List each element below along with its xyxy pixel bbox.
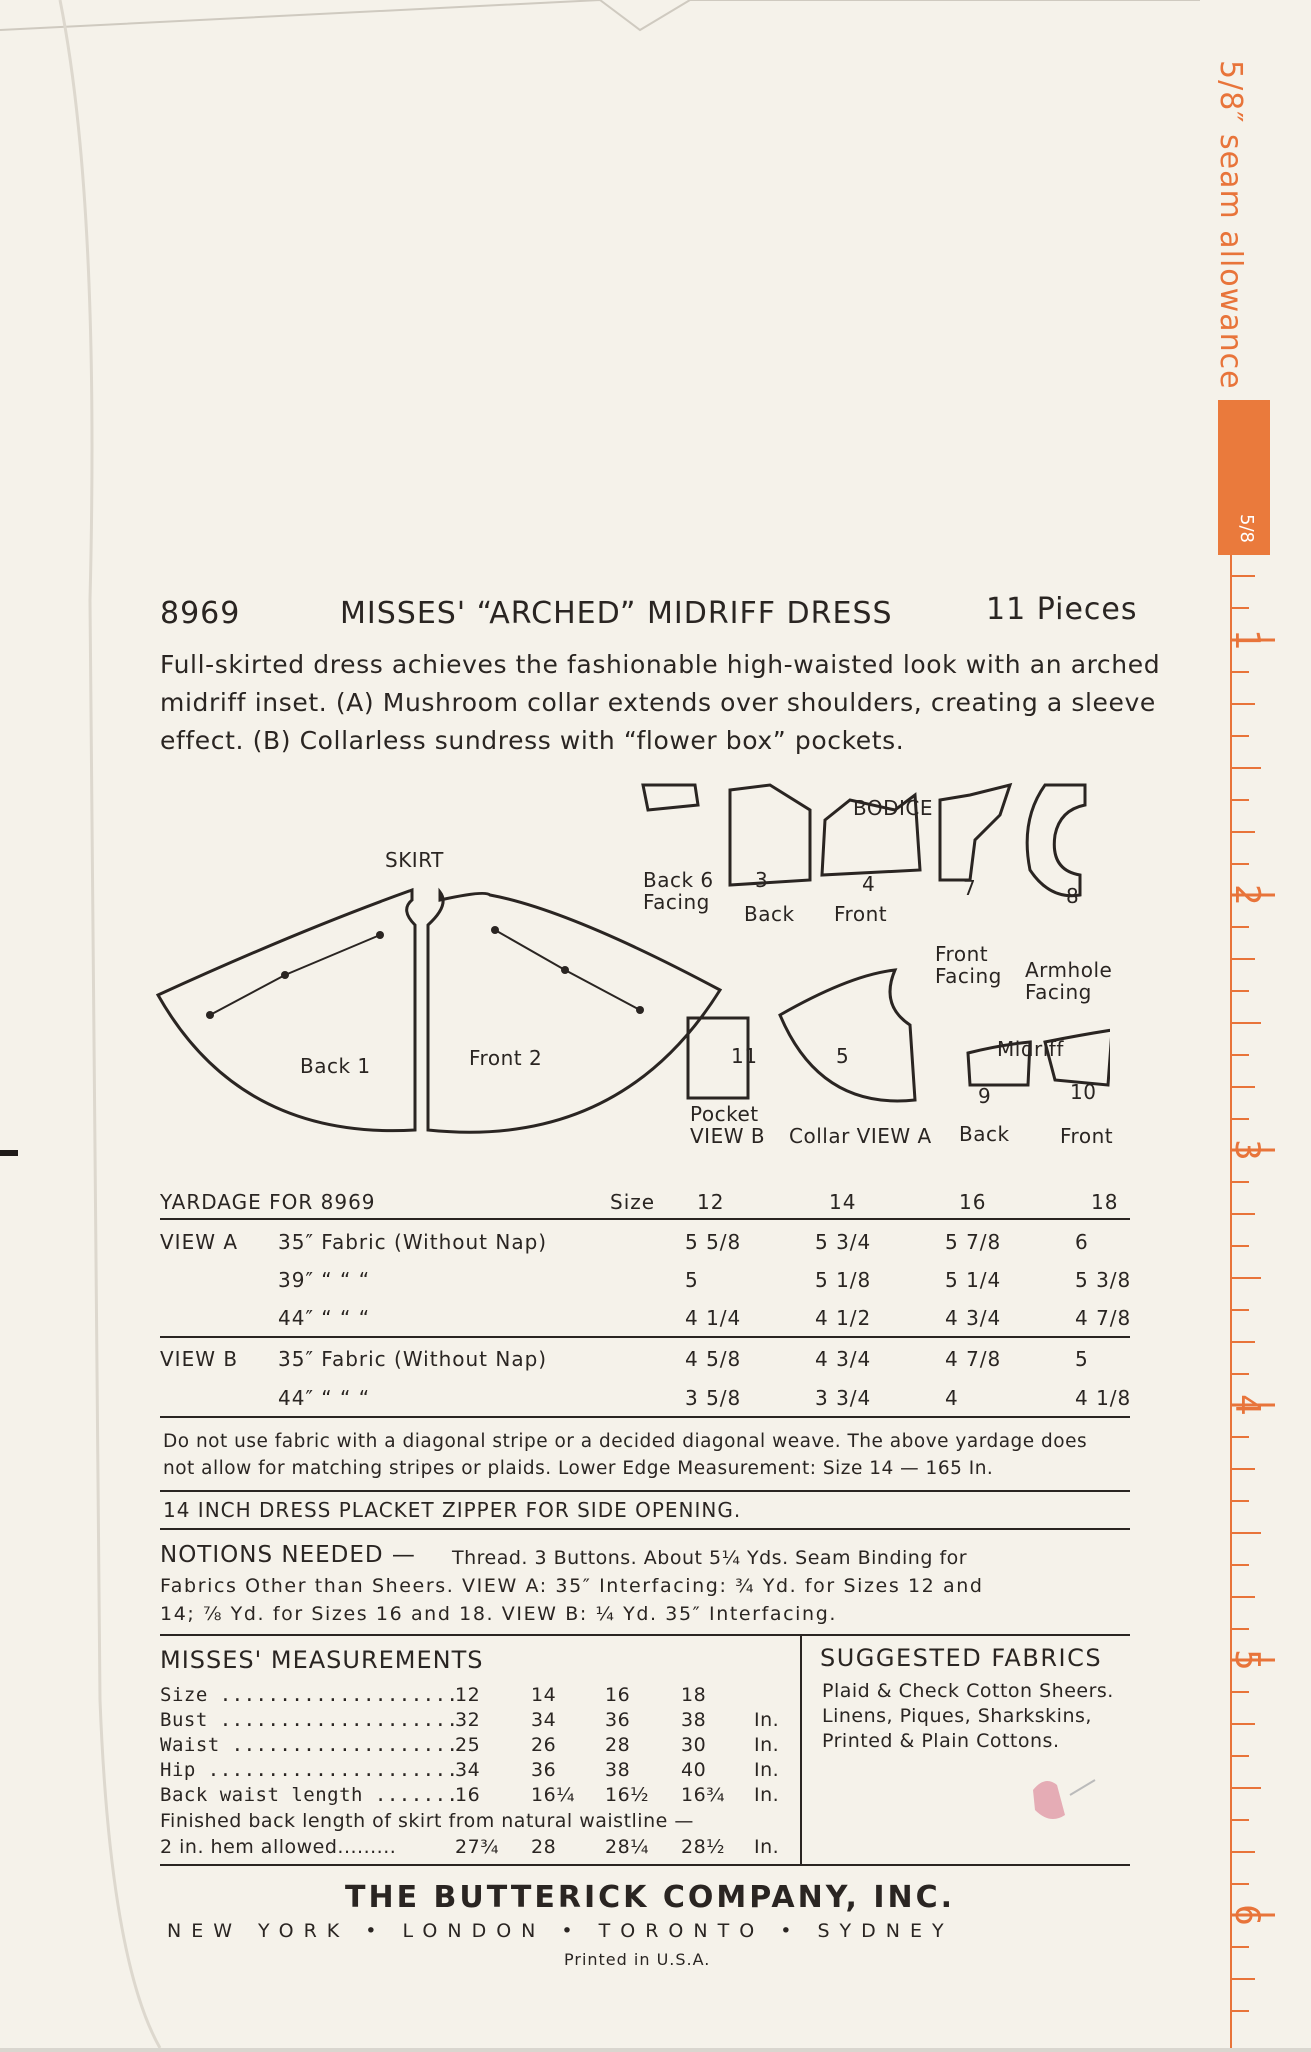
company-cities: NEW YORK • LONDON • TORONTO • SYDNEY: [167, 1920, 954, 1942]
meas-waist-unit: In.: [754, 1734, 780, 1756]
label-mid-front: Front: [1060, 1124, 1114, 1148]
front-facing-piece: [940, 785, 1010, 880]
company-name: THE BUTTERICK COMPANY, INC.: [345, 1880, 956, 1915]
notions-heading: NOTIONS NEEDED —: [160, 1542, 416, 1568]
meas-backwaist-unit: In.: [754, 1784, 780, 1806]
label-armhole-num: 8: [1066, 884, 1080, 908]
meas-finished-line-1: Finished back length of skirt from natural waistline —: [160, 1810, 694, 1832]
label-collar: Collar VIEW A: [789, 1124, 932, 1148]
yardage-a2-14: 5 1/8: [815, 1268, 872, 1292]
label-front-2: Front 2: [469, 1046, 543, 1070]
label-mid-back: Back: [959, 1122, 1010, 1146]
meas-backwaist-16: 16½: [605, 1784, 650, 1806]
meas-bust-12: 32: [455, 1709, 481, 1731]
yardage-a1-12: 5 5/8: [685, 1230, 742, 1254]
yardage-a1-14: 5 3/4: [815, 1230, 872, 1254]
yardage-a3-14: 4 1/2: [815, 1306, 872, 1330]
seam-allowance-block: [1218, 400, 1270, 555]
yardage-rule-bottom: [160, 1416, 1130, 1418]
yardage-size-label: Size: [610, 1190, 656, 1214]
meas-bust-14: 34: [531, 1709, 557, 1731]
notions-line-3: 14; ⅞ Yd. for Sizes 16 and 18. VIEW B: ¼ Yd. 35″ Interfacing.: [160, 1603, 837, 1625]
label-back-facing-a: Back 6: [643, 868, 714, 892]
description-line-2: midriff inset. (A) Mushroom collar extends over shoulders, creating a sleeve: [160, 688, 1156, 717]
label-back-3-num: 3: [755, 868, 769, 892]
printed-in: Printed in U.S.A.: [564, 1950, 711, 1969]
yardage-fabric-a3: 44″ “ “ “: [278, 1306, 371, 1330]
label-front-4: Front: [834, 902, 888, 926]
fabrics-line-2: Linens, Piques, Sharkskins,: [822, 1705, 1092, 1727]
description-line-1: Full-skirted dress achieves the fashionable high-waisted look with an arched: [160, 650, 1161, 679]
meas-waist-16: 28: [605, 1734, 631, 1756]
yardage-b1-18: 5: [1075, 1347, 1089, 1371]
meas-waist-label: Waist ...................: [160, 1734, 459, 1756]
meas-backwaist-14: 16¼: [531, 1784, 576, 1806]
meas-finished-12: 27¾: [455, 1836, 500, 1858]
yardage-a2-18: 5 3/8: [1075, 1268, 1132, 1292]
yardage-fabric-b1: 35″ Fabric (Without Nap): [278, 1347, 548, 1371]
yardage-size-16: 16: [959, 1190, 987, 1214]
meas-finished-line-2: 2 in. hem allowed.........: [160, 1836, 397, 1858]
armhole-facing-piece: [1027, 785, 1085, 896]
zipper-rule: [160, 1528, 1130, 1530]
notions-line-2: Fabrics Other than Sheers. VIEW A: 35″ Interfacing: ¾ Yd. for Sizes 12 and: [160, 1575, 984, 1597]
label-bodice: BODICE: [853, 796, 934, 820]
ruler-number-1: 1: [1226, 629, 1267, 651]
skirt-front-piece: [428, 892, 720, 1132]
yardage-a1-18: 6: [1075, 1230, 1089, 1254]
yardage-fabric-a2: 39″ “ “ “: [278, 1268, 371, 1292]
meas-waist-18: 30: [681, 1734, 707, 1756]
yardage-a2-16: 5 1/4: [945, 1268, 1002, 1292]
label-armhole-a: Armhole: [1025, 958, 1113, 982]
yardage-a3-18: 4 7/8: [1075, 1306, 1132, 1330]
label-mid-back-num: 9: [978, 1084, 992, 1108]
yardage-b1-12: 4 5/8: [685, 1347, 742, 1371]
meas-hip-18: 40: [681, 1759, 707, 1781]
label-front-facing-a: Front: [935, 942, 989, 966]
pink-stamp-mark: [1025, 1770, 1105, 1830]
meas-size-12: 12: [455, 1684, 481, 1706]
yardage-b2-16: 4: [945, 1386, 959, 1410]
meas-finished-unit: In.: [754, 1836, 780, 1858]
meas-finished-18: 28½: [681, 1836, 726, 1858]
yardage-b1-14: 4 3/4: [815, 1347, 872, 1371]
yardage-a3-16: 4 3/4: [945, 1306, 1002, 1330]
pattern-title: MISSES' “ARCHED” MIDRIFF DRESS: [340, 596, 893, 631]
meas-backwaist-12: 16: [455, 1784, 481, 1806]
label-pocket-num: 11: [731, 1044, 758, 1068]
ruler-number-3: 3: [1226, 1139, 1267, 1161]
meas-size-18: 18: [681, 1684, 707, 1706]
notions-line-1: Thread. 3 Buttons. About 5¼ Yds. Seam Binding for: [452, 1547, 968, 1569]
yardage-fabric-a1: 35″ Fabric (Without Nap): [278, 1230, 548, 1254]
pattern-number: 8969: [160, 596, 241, 631]
ruler-number-6: 6: [1226, 1904, 1267, 1926]
label-front-facing-num: 7: [963, 876, 977, 900]
meas-finished-14: 28: [531, 1836, 557, 1858]
label-back-3: Back: [744, 902, 795, 926]
zipper-note: 14 INCH DRESS PLACKET ZIPPER FOR SIDE OPENING.: [163, 1498, 742, 1522]
fabrics-line-3: Printed & Plain Cottons.: [822, 1730, 1060, 1752]
yardage-b2-14: 3 3/4: [815, 1386, 872, 1410]
label-skirt: SKIRT: [385, 848, 444, 872]
meas-bust-label: Bust ....................: [160, 1709, 459, 1731]
meas-hip-label: Hip .....................: [160, 1759, 459, 1781]
label-pocket-a: Pocket: [690, 1102, 759, 1126]
meas-backwaist-label: Back waist length .......: [160, 1784, 459, 1806]
description-line-3: effect. (B) Collarless sundress with “flower box” pockets.: [160, 726, 905, 755]
ruler-number-2: 2: [1226, 884, 1267, 906]
yardage-size-12: 12: [697, 1190, 725, 1214]
note-line-1: Do not use fabric with a diagonal stripe or a decided diagonal weave. The above yardage does: [163, 1431, 1088, 1452]
label-front-facing-b: Facing: [935, 964, 1002, 988]
meas-backwaist-18: 16¾: [681, 1784, 726, 1806]
meas-bust-16: 36: [605, 1709, 631, 1731]
yardage-fabric-b2: 44″ “ “ “: [278, 1386, 371, 1410]
ruler-number-5: 5: [1226, 1649, 1267, 1671]
piece-count: 11 Pieces: [986, 592, 1138, 627]
meas-hip-12: 34: [455, 1759, 481, 1781]
label-collar-num: 5: [836, 1044, 850, 1068]
seam-allowance-block-label: 5/8: [1235, 514, 1257, 543]
yardage-a2-12: 5: [685, 1268, 699, 1292]
yardage-b2-12: 3 5/8: [685, 1386, 742, 1410]
yardage-view-a: VIEW A: [160, 1230, 239, 1254]
label-pocket-b: VIEW B: [690, 1124, 766, 1148]
collar-piece: [780, 970, 915, 1101]
back-facing-piece: [643, 785, 698, 810]
label-back-1: Back 1: [300, 1054, 371, 1078]
meas-waist-12: 25: [455, 1734, 481, 1756]
yardage-size-14: 14: [829, 1190, 857, 1214]
yardage-a1-16: 5 7/8: [945, 1230, 1002, 1254]
yardage-b1-16: 4 7/8: [945, 1347, 1002, 1371]
yardage-title: YARDAGE FOR 8969: [160, 1190, 376, 1214]
bodice-back-piece: [730, 785, 810, 885]
meas-hip-unit: In.: [754, 1759, 780, 1781]
measurements-heading: MISSES' MEASUREMENTS: [160, 1646, 484, 1674]
meas-size-14: 14: [531, 1684, 557, 1706]
yardage-size-18: 18: [1091, 1190, 1119, 1214]
yardage-rule-top: [160, 1218, 1130, 1220]
meas-hip-14: 36: [531, 1759, 557, 1781]
measurements-divider: [800, 1634, 802, 1864]
yardage-b2-18: 4 1/8: [1075, 1386, 1132, 1410]
label-armhole-b: Facing: [1025, 980, 1092, 1004]
yardage-rule-mid: [160, 1336, 1130, 1338]
yardage-a3-12: 4 1/4: [685, 1306, 742, 1330]
meas-size-16: 16: [605, 1684, 631, 1706]
label-front-4-num: 4: [862, 872, 876, 896]
meas-size-label: Size ....................: [160, 1684, 459, 1706]
yardage-view-b: VIEW B: [160, 1347, 239, 1371]
notions-rule: [160, 1634, 1130, 1636]
label-mid-front-num: 10: [1070, 1080, 1097, 1104]
fabrics-line-1: Plaid & Check Cotton Sheers.: [822, 1680, 1114, 1702]
fabrics-heading: SUGGESTED FABRICS: [820, 1644, 1103, 1672]
meas-finished-16: 28¼: [605, 1836, 650, 1858]
meas-waist-14: 26: [531, 1734, 557, 1756]
meas-bust-unit: In.: [754, 1709, 780, 1731]
seam-allowance-label: 5/8″ seam allowance: [1213, 60, 1248, 390]
label-midriff: Midriff: [997, 1037, 1064, 1061]
meas-bust-18: 38: [681, 1709, 707, 1731]
measurements-rule: [160, 1864, 1130, 1866]
skirt-back-piece: [158, 890, 415, 1131]
notes-rule: [160, 1490, 1130, 1492]
label-back-facing-b: Facing: [643, 890, 710, 914]
note-line-2: not allow for matching stripes or plaids. Lower Edge Measurement: Size 14 — 165 In.: [163, 1458, 994, 1479]
meas-hip-16: 38: [605, 1759, 631, 1781]
ruler-number-4: 4: [1226, 1394, 1267, 1416]
